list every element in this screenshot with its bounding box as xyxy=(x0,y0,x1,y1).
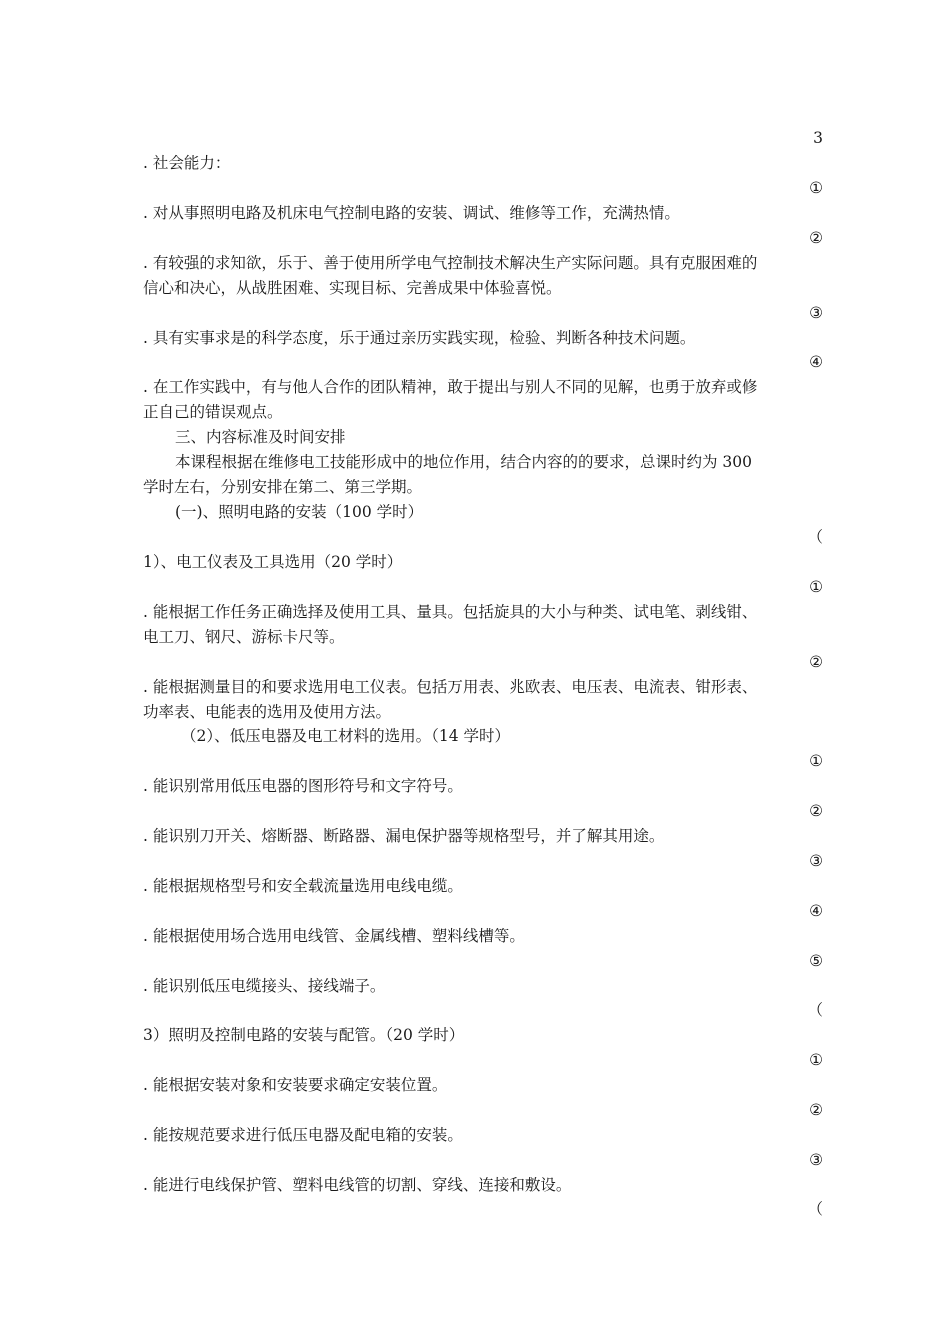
paragraph-line: . 在工作实践中，有与他人合作的团队精神，敢于提出与别人不同的见解，也勇于放弃或修 xyxy=(143,378,758,396)
paragraph-line: 电工刀、钢尺、游标卡尺等。 xyxy=(143,628,345,646)
paragraph-line: . 能根据使用场合选用电线管、金属线槽、塑料线槽等。 xyxy=(143,927,525,945)
item-marker: （ xyxy=(807,1200,823,1218)
item-marker: ④ xyxy=(809,902,823,920)
paragraph-line: 本课程根据在维修电工技能形成中的地位作用，结合内容的的要求，总课时约为 300 xyxy=(175,453,753,471)
paragraph-line: . 有较强的求知欲，乐于、善于使用所学电气控制技术解决生产实际问题。具有克服困难的 xyxy=(143,254,758,272)
document-page xyxy=(143,0,823,1344)
paragraph-line: . 能按规范要求进行低压电器及配电箱的安装。 xyxy=(143,1126,463,1144)
paragraph-line: . 对从事照明电路及机床电气控制电路的安装、调试、维修等工作，充满热情。 xyxy=(143,204,680,222)
item-marker: ⑤ xyxy=(809,952,823,970)
paragraph-line: . 能识别常用低压电器的图形符号和文字符号。 xyxy=(143,777,463,795)
subsection-heading: 1）、电工仪表及工具选用（20 学时） xyxy=(143,553,403,571)
paragraph-line: . 能根据测量目的和要求选用电工仪表。包括万用表、兆欧表、电压表、电流表、钳形表、 xyxy=(143,678,758,696)
paragraph-line: . 能识别低压电缆接头、接线端子。 xyxy=(143,977,386,995)
paragraph-line: . 能根据安装对象和安装要求确定安装位置。 xyxy=(143,1076,448,1094)
item-marker: ③ xyxy=(809,1151,823,1169)
item-marker: ① xyxy=(809,752,823,770)
paragraph-line: 功率表、电能表的选用及使用方法。 xyxy=(143,703,392,721)
item-marker: ① xyxy=(809,578,823,596)
item-marker: ② xyxy=(809,653,823,671)
paragraph-line: 学时左右，分别安排在第二、第三学期。 xyxy=(143,478,423,496)
item-marker: ① xyxy=(809,179,823,197)
paragraph-line: . 能识别刀开关、熔断器、断路器、漏电保护器等规格型号，并了解其用途。 xyxy=(143,827,665,845)
paragraph-line: . 能根据工作任务正确选择及使用工具、量具。包括旋具的大小与种类、试电笔、剥线钳、 xyxy=(143,603,758,621)
section-heading: . 社会能力： xyxy=(143,154,231,172)
item-marker: ③ xyxy=(809,852,823,870)
item-marker: ③ xyxy=(809,304,823,322)
paragraph-line: . 具有实事求是的科学态度，乐于通过亲历实践实现，检验、判断各种技术问题。 xyxy=(143,329,696,347)
subsection-heading: 3）照明及控制电路的安装与配管。（20 学时） xyxy=(143,1026,465,1044)
paragraph-line: 信心和决心，从战胜困难、实现目标、完善成果中体验喜悦。 xyxy=(143,279,562,297)
subsection-heading: (一)、照明电路的安装（100 学时） xyxy=(175,503,424,521)
item-marker: ② xyxy=(809,1101,823,1119)
item-marker: （ xyxy=(807,528,823,546)
item-marker: （ xyxy=(807,1001,823,1019)
item-marker: ② xyxy=(809,802,823,820)
paragraph-line: . 能进行电线保护管、塑料电线管的切割、穿线、连接和敷设。 xyxy=(143,1176,572,1194)
chapter-heading: 三、内容标准及时间安排 xyxy=(175,428,346,446)
paragraph-line: 正自己的错误观点。 xyxy=(143,403,283,421)
item-marker: ② xyxy=(809,229,823,247)
item-marker: ① xyxy=(809,1051,823,1069)
page-number: 3 xyxy=(813,129,823,147)
item-marker: ④ xyxy=(809,353,823,371)
paragraph-line: . 能根据规格型号和安全载流量选用电线电缆。 xyxy=(143,877,463,895)
subsection-heading: （2）、低压电器及电工材料的选用。（14 学时） xyxy=(181,727,511,745)
